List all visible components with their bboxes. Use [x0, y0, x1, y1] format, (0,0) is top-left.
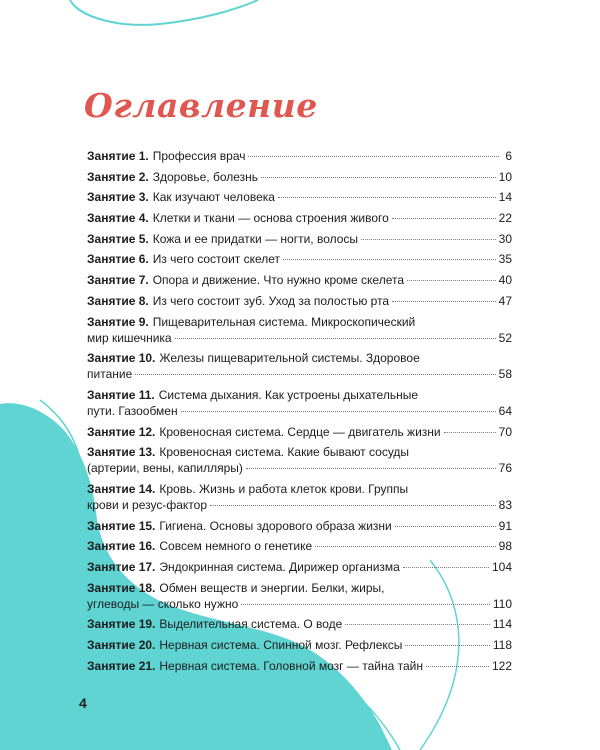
dot-leader: [283, 259, 496, 260]
toc-entry[interactable]: [87, 580, 512, 612]
toc-entry-page: 114: [492, 617, 512, 632]
toc-entry-label: Занятие 2.: [87, 169, 149, 184]
toc-entry-title: Профессия врач: [152, 149, 246, 163]
toc-entry-line: [87, 658, 512, 674]
toc-entry-title: Клетки и ткани — основа строения живого: [152, 211, 389, 226]
toc-entry-title-continued: (артерии, вены, капилляры): [87, 461, 243, 476]
toc-entry[interactable]: [87, 518, 512, 534]
toc-entry-page: 10: [498, 169, 512, 184]
toc-entry-label: Занятие 17.: [87, 560, 156, 574]
toc-entry-label: Занятие 1.: [87, 149, 149, 163]
toc-entry-title: Кровеносная система. Сердце — двигатель жизни: [159, 424, 441, 439]
toc-entry[interactable]: [87, 169, 512, 185]
toc-entry[interactable]: [87, 350, 512, 382]
toc-entry-line: [87, 538, 512, 554]
dot-leader: [261, 177, 496, 178]
toc-entry-label: Занятие 3.: [87, 190, 149, 205]
table-of-contents: [87, 148, 512, 678]
toc-entry[interactable]: [87, 637, 512, 653]
toc-entry-label: Занятие 15.: [87, 518, 156, 533]
toc-entry[interactable]: [87, 251, 512, 267]
dot-leader: [248, 156, 499, 157]
toc-entry-page: 40: [498, 273, 512, 288]
toc-entry-title-continued: мир кишечника: [87, 330, 172, 345]
toc-entry-title: Система дыхания. Как устроены дыхательные: [158, 387, 418, 402]
toc-entry[interactable]: [87, 424, 512, 440]
toc-entry-title: Железы пищеварительной системы. Здоровое: [159, 351, 420, 366]
toc-entry-label: Занятие 12.: [87, 424, 156, 439]
dot-leader: [135, 374, 495, 375]
toc-entry-title: Эндокринная система. Дирижер организма: [159, 560, 400, 574]
toc-entry-label: Занятие 19.: [87, 617, 156, 632]
toc-entry[interactable]: [87, 538, 512, 554]
toc-entry-title: Нервная система. Спинной мозг. Рефлексы: [159, 638, 403, 653]
toc-entry[interactable]: [87, 210, 512, 226]
toc-entry-continuation: [87, 497, 512, 513]
toc-entry-title: Опора и движение. Что нужно кроме скелета: [152, 273, 405, 288]
toc-entry[interactable]: [87, 148, 512, 164]
toc-entry-label: Занятие 7.: [87, 273, 149, 288]
dot-leader: [426, 666, 489, 667]
toc-entry-title: Совсем немного о генетике: [159, 539, 313, 554]
toc-entry-label: Занятие 21.: [87, 658, 156, 673]
dot-leader: [407, 280, 496, 281]
toc-entry-page: 91: [498, 518, 512, 533]
toc-entry-title-continued: крови и резус-фактор: [87, 497, 207, 512]
toc-entry-page: 98: [498, 539, 512, 554]
dot-leader: [395, 526, 496, 527]
toc-entry-title: Гигиена. Основы здорового образа жизни: [159, 518, 392, 533]
toc-entry-title: Как изучают человека: [152, 190, 275, 205]
toc-entry-label: Занятие 14.: [87, 481, 156, 496]
dot-leader: [392, 218, 496, 219]
dot-leader: [181, 411, 496, 412]
toc-entry-label: Занятие 16.: [87, 539, 156, 554]
dot-leader: [175, 338, 496, 339]
toc-entry-first-line: [87, 580, 512, 596]
toc-entry-page: 70: [498, 424, 512, 439]
toc-entry-page: 110: [492, 596, 512, 611]
toc-entry-title-continued: пути. Газообмен: [87, 403, 178, 418]
dot-leader: [392, 301, 496, 302]
toc-entry-line: [87, 210, 512, 226]
toc-entry-page: 118: [492, 638, 512, 653]
toc-entry-page: 14: [498, 190, 512, 205]
toc-entry-page: 6: [505, 149, 512, 163]
toc-entry-title: Кровеносная система. Какие бывают сосуды: [159, 445, 410, 460]
toc-entry-title: Кожа и ее придатки — ногти, волосы: [152, 231, 359, 246]
toc-entry-line: [87, 424, 512, 440]
toc-entry-page: 30: [498, 231, 512, 246]
toc-entry-page: 58: [498, 367, 512, 382]
toc-entry[interactable]: [87, 387, 512, 419]
toc-entry-title: Выделительная система. О воде: [159, 617, 343, 632]
toc-entry-continuation: [87, 330, 512, 346]
toc-entry-title: Из чего состоит скелет: [152, 252, 281, 267]
toc-entry-line: [87, 637, 512, 653]
toc-entry[interactable]: [87, 444, 512, 476]
dot-leader: [361, 239, 496, 240]
toc-entry-line: [87, 251, 512, 267]
toc-entry-line: [87, 293, 512, 309]
toc-entry-label: Занятие 8.: [87, 293, 149, 308]
toc-entry-first-line: [87, 314, 512, 330]
toc-entry[interactable]: [87, 658, 512, 674]
toc-entry-title-continued: питание: [87, 367, 133, 382]
toc-entry-page: 122: [491, 658, 512, 673]
toc-entry-line: [87, 518, 512, 534]
toc-entry-page: 83: [498, 497, 512, 512]
toc-entry-line: [87, 148, 512, 164]
toc-entry-page: 35: [498, 252, 512, 267]
dot-leader: [345, 624, 490, 625]
page-title: Оглавление: [84, 86, 318, 125]
dot-leader: [241, 604, 490, 605]
toc-entry[interactable]: [87, 189, 512, 205]
page-number: 4: [79, 695, 87, 711]
toc-entry-label: Занятие 18.: [87, 580, 156, 595]
toc-entry-title: Нервная система. Головной мозг — тайна тайн: [159, 658, 423, 673]
toc-entry-title: Обмен веществ и энергии. Белки, жиры,: [159, 580, 385, 595]
toc-entry-page: 104: [491, 560, 512, 574]
dot-leader: [246, 468, 496, 469]
toc-entry-label: Занятие 9.: [87, 314, 149, 329]
toc-entry-page: 76: [498, 461, 512, 476]
toc-entry-page: 52: [498, 330, 512, 345]
toc-entry-label: Занятие 13.: [87, 445, 156, 460]
toc-entry-line: [87, 272, 512, 288]
toc-entry-title: Кровь. Жизнь и работа клеток крови. Группы: [159, 481, 409, 496]
toc-entry-label: Занятие 6.: [87, 252, 149, 267]
toc-entry-label: Занятие 10.: [87, 351, 156, 366]
toc-entry-continuation: [87, 460, 512, 476]
toc-entry[interactable]: [87, 314, 512, 346]
dot-leader: [444, 432, 496, 433]
dot-leader: [315, 546, 495, 547]
toc-entry-continuation: [87, 403, 512, 419]
top-swirl-outline: [70, 0, 258, 25]
dot-leader: [278, 197, 496, 198]
toc-entry-title-continued: углеводы — сколько нужно: [87, 596, 239, 611]
toc-entry-continuation: [87, 596, 512, 612]
toc-entry-first-line: [87, 481, 512, 497]
toc-entry[interactable]: [87, 481, 512, 513]
toc-entry-line: [87, 231, 512, 247]
toc-entry[interactable]: [87, 559, 512, 575]
toc-entry-title: Здоровье, болезнь: [152, 169, 259, 184]
toc-entry-page: 22: [498, 211, 512, 226]
toc-entry-first-line: [87, 444, 512, 460]
dot-leader: [403, 567, 489, 568]
toc-entry-title: Из чего состоит зуб. Уход за полостью рта: [152, 293, 390, 308]
dot-leader: [405, 645, 489, 646]
toc-entry[interactable]: [87, 616, 512, 632]
toc-entry-label: Занятие 5.: [87, 231, 149, 246]
toc-entry[interactable]: [87, 231, 512, 247]
toc-entry-label: Занятие 4.: [87, 211, 149, 226]
toc-entry-label: Занятие 11.: [87, 387, 155, 402]
toc-entry-line: [87, 559, 512, 575]
toc-entry-label: Занятие 20.: [87, 638, 156, 653]
toc-entry-line: [87, 169, 512, 185]
toc-entry-line: [87, 189, 512, 205]
toc-entry-continuation: [87, 366, 512, 382]
toc-entry-page: 47: [498, 293, 512, 308]
toc-entry-title: Пищеварительная система. Микроскопический: [152, 314, 416, 329]
toc-entry[interactable]: [87, 272, 512, 288]
toc-entry[interactable]: [87, 293, 512, 309]
toc-entry-first-line: [87, 350, 512, 366]
dot-leader: [210, 505, 496, 506]
toc-entry-page: 64: [498, 403, 512, 418]
toc-entry-first-line: [87, 387, 512, 403]
toc-entry-line: [87, 616, 512, 632]
